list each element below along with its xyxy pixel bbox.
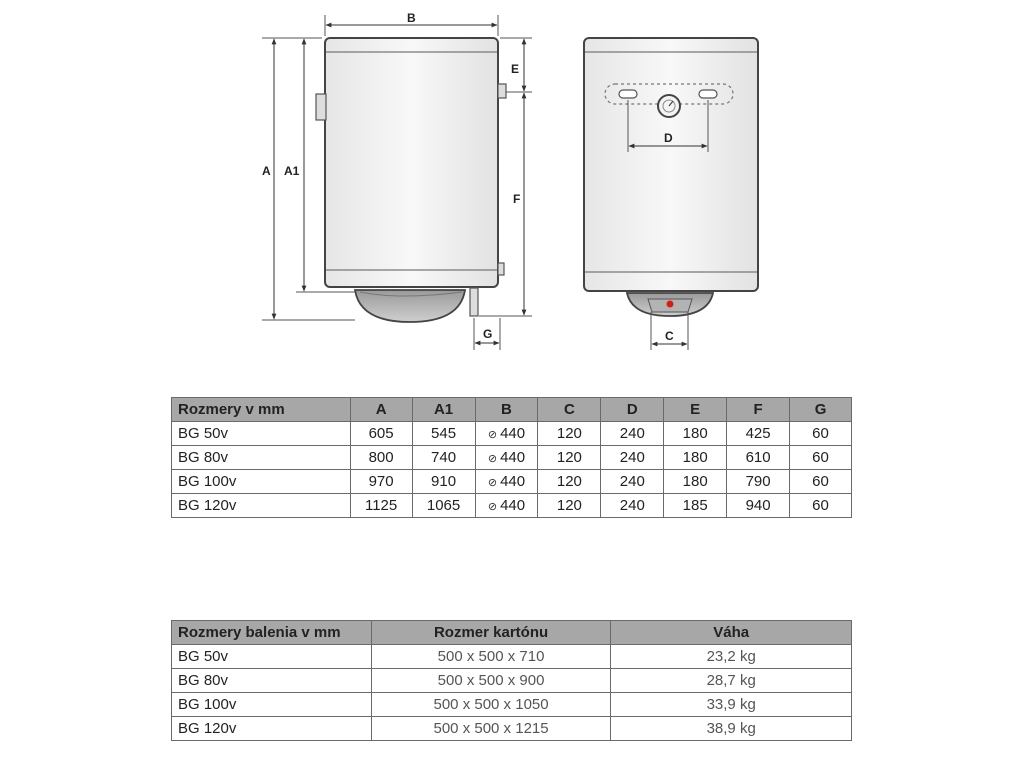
table-cell: 610	[727, 446, 790, 470]
table-row	[172, 645, 852, 669]
table-cell: 1125	[350, 494, 412, 518]
weight-cell: 33,9 kg	[611, 693, 852, 717]
table-cell: 910	[412, 470, 475, 494]
header-cell: Rozmer kartónu	[371, 621, 611, 645]
table-cell: ⊘ 440	[475, 422, 538, 446]
table-cell: 605	[350, 422, 412, 446]
table-cell: 180	[664, 446, 727, 470]
water-heater-diagram	[0, 0, 1024, 380]
label-B: B	[407, 11, 416, 25]
model-cell: BG 100v	[172, 693, 372, 717]
header-cell: A1	[412, 398, 475, 422]
table-cell: 740	[412, 446, 475, 470]
table-row	[172, 446, 852, 470]
packaging-header-row	[172, 621, 852, 645]
table-cell: 545	[412, 422, 475, 446]
table-cell: 60	[790, 446, 852, 470]
table-row	[172, 422, 852, 446]
header-cell: Váha	[611, 621, 852, 645]
table-cell: 240	[601, 470, 664, 494]
table-cell: 180	[664, 470, 727, 494]
header-cell: G	[790, 398, 852, 422]
table-cell: 60	[790, 470, 852, 494]
dimensions-header-row	[172, 398, 852, 422]
weight-cell: 28,7 kg	[611, 669, 852, 693]
header-cell: D	[601, 398, 664, 422]
table-cell: 940	[727, 494, 790, 518]
side-view	[316, 38, 506, 322]
label-F: F	[513, 192, 521, 206]
front-view	[584, 38, 758, 316]
table-row	[172, 494, 852, 518]
table-row	[172, 669, 852, 693]
table-cell: 800	[350, 446, 412, 470]
diameter-icon: ⊘	[487, 429, 498, 441]
table-cell: 60	[790, 422, 852, 446]
weight-cell: 23,2 kg	[611, 645, 852, 669]
table-cell: ⊘ 440	[475, 470, 538, 494]
model-cell: BG 100v	[172, 470, 351, 494]
table-cell: 970	[350, 470, 412, 494]
table-cell: ⊘ 440	[475, 494, 538, 518]
carton-size-cell: 500 x 500 x 710	[371, 645, 611, 669]
model-cell: BG 120v	[172, 717, 372, 741]
model-cell: BG 120v	[172, 494, 351, 518]
diameter-icon: ⊘	[487, 477, 498, 489]
table-cell: 425	[727, 422, 790, 446]
table-cell: 790	[727, 470, 790, 494]
model-cell: BG 50v	[172, 645, 372, 669]
table-cell: 1065	[412, 494, 475, 518]
table-row	[172, 717, 852, 741]
packaging-table	[171, 620, 852, 741]
carton-size-cell: 500 x 500 x 1215	[371, 717, 611, 741]
header-cell: Rozmery v mm	[172, 398, 351, 422]
table-cell: 240	[601, 446, 664, 470]
diameter-icon: ⊘	[487, 453, 498, 465]
table-cell: 120	[538, 446, 601, 470]
label-C: C	[665, 329, 674, 343]
table-cell: 240	[601, 422, 664, 446]
header-cell: F	[727, 398, 790, 422]
diameter-icon: ⊘	[487, 501, 498, 513]
dimensions-table	[171, 397, 852, 518]
table-cell: 180	[664, 422, 727, 446]
dim-C	[651, 312, 688, 350]
header-cell: Rozmery balenia v mm	[172, 621, 372, 645]
label-E: E	[511, 62, 520, 76]
model-cell: BG 80v	[172, 446, 351, 470]
carton-size-cell: 500 x 500 x 1050	[371, 693, 611, 717]
header-cell: B	[475, 398, 538, 422]
table-cell: 185	[664, 494, 727, 518]
header-cell: A	[350, 398, 412, 422]
table-cell: 60	[790, 494, 852, 518]
dim-B	[325, 11, 498, 36]
indicator-light-icon	[667, 301, 674, 308]
table-row	[172, 470, 852, 494]
table-cell: 120	[538, 494, 601, 518]
header-cell: E	[664, 398, 727, 422]
carton-size-cell: 500 x 500 x 900	[371, 669, 611, 693]
label-A1: A1	[284, 164, 300, 178]
dim-G	[474, 318, 500, 350]
table-row	[172, 693, 852, 717]
header-cell: C	[538, 398, 601, 422]
table-cell: 120	[538, 422, 601, 446]
label-G: G	[483, 327, 493, 341]
model-cell: BG 80v	[172, 669, 372, 693]
table-cell: 240	[601, 494, 664, 518]
model-cell: BG 50v	[172, 422, 351, 446]
label-A: A	[262, 164, 271, 178]
weight-cell: 38,9 kg	[611, 717, 852, 741]
table-cell: 120	[538, 470, 601, 494]
label-D: D	[664, 131, 673, 145]
table-cell: ⊘ 440	[475, 446, 538, 470]
